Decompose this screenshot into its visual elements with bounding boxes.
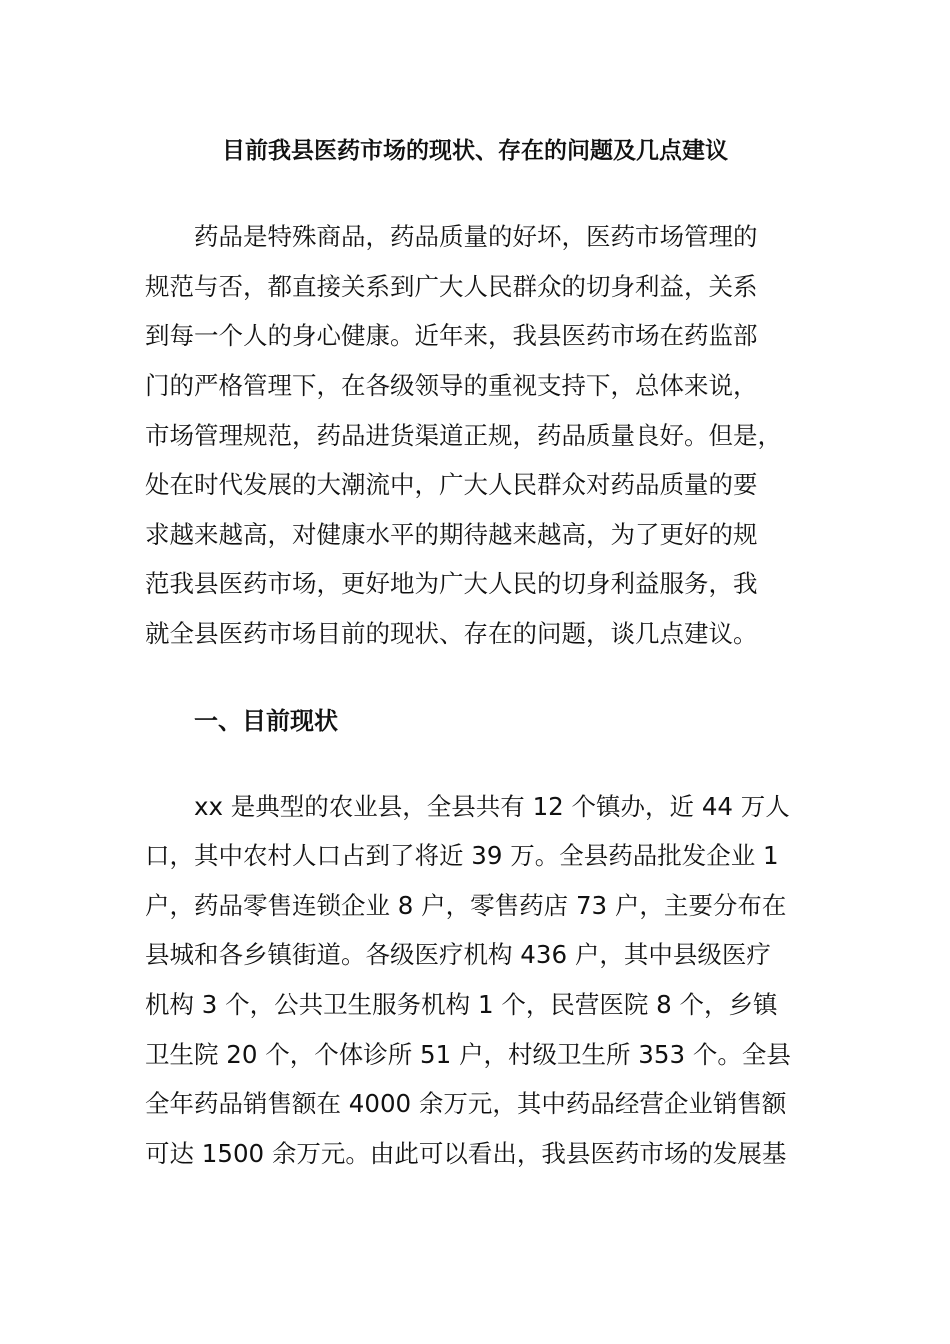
paragraph-line: 户，药品零售连锁企业 8 户，零售药店 73 户，主要分布在	[145, 891, 787, 920]
paragraph-line: 药品是特殊商品，药品质量的好坏，医药市场管理的	[194, 222, 758, 251]
paragraph-line: 全年药品销售额在 4000 余万元，其中药品经营企业销售额	[145, 1089, 787, 1118]
paragraph-line: 可达 1500 余万元。由此可以看出，我县医药市场的发展基	[145, 1139, 787, 1168]
paragraph-line: 口，其中农村人口占到了将近 39 万。全县药品批发企业 1	[145, 841, 779, 870]
paragraph-line: 规范与否，都直接关系到广大人民群众的切身利益，关系	[145, 272, 758, 301]
paragraph-line: 范我县医药市场，更好地为广大人民的切身利益服务，我	[145, 569, 758, 598]
section-heading-current-status: 一、目前现状	[194, 707, 338, 735]
paragraph-line: 到每一个人的身心健康。近年来，我县医药市场在药监部	[145, 321, 758, 350]
paragraph-line: 市场管理规范，药品进货渠道正规，药品质量良好。但是，	[145, 421, 782, 450]
paragraph-line: 机构 3 个，公共卫生服务机构 1 个，民营医院 8 个，乡镇	[145, 990, 778, 1019]
paragraph-line: 就全县医药市场目前的现状、存在的问题，谈几点建议。	[145, 619, 758, 648]
paragraph-line: 门的严格管理下，在各级领导的重视支持下，总体来说，	[145, 371, 758, 400]
paragraph-line: 卫生院 20 个，个体诊所 51 户，村级卫生所 353 个。全县	[145, 1040, 791, 1069]
paragraph-line: xx 是典型的农业县，全县共有 12 个镇办，近 44 万人	[194, 792, 790, 821]
paragraph-line: 县城和各乡镇街道。各级医疗机构 436 户，其中县级医疗	[145, 940, 771, 969]
document-title: 目前我县医药市场的现状、存在的问题及几点建议	[222, 138, 728, 164]
paragraph-line: 求越来越高，对健康水平的期待越来越高，为了更好的规	[145, 520, 758, 549]
paragraph-line: 处在时代发展的大潮流中，广大人民群众对药品质量的要	[145, 470, 758, 499]
